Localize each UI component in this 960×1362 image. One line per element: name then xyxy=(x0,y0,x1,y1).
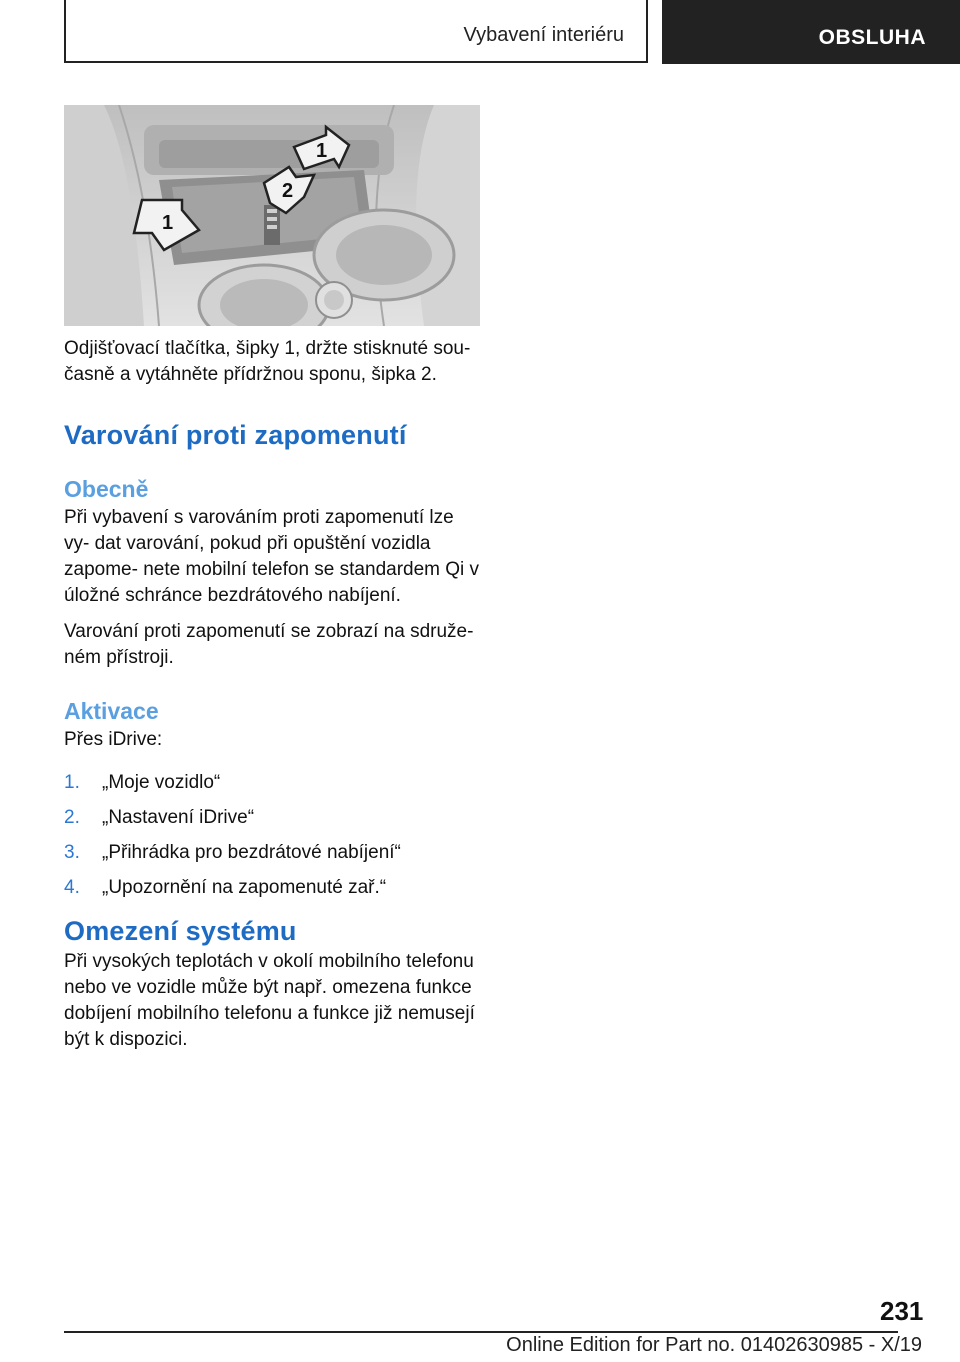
subheading-activation: Aktivace xyxy=(64,698,159,724)
list-item xyxy=(64,805,484,831)
heading-forget-warning: Varování proti zapomenutí xyxy=(64,420,407,450)
step-text: „Upozornění na zapomenuté zař.“ xyxy=(102,877,387,898)
chapter-tab-label: OBSLUHA xyxy=(818,26,926,49)
step-number: 4. xyxy=(64,877,80,898)
list-item xyxy=(64,875,484,901)
step-number: 2. xyxy=(64,807,80,828)
list-item xyxy=(64,770,484,796)
section-title: Vybavení interiéru xyxy=(463,24,624,46)
chapter-tab xyxy=(662,0,960,64)
figure-caption: Odjišťovací tlačítka, šipky 1, držte stisknuté sou‐ časně a vytáhněte přídržnou sponu, šipka 2. xyxy=(64,338,471,385)
step-text: „Nastavení iDrive“ xyxy=(102,807,255,828)
page-number: 231 xyxy=(880,1296,924,1326)
header-section-box xyxy=(64,0,648,63)
footer-divider xyxy=(64,1331,898,1333)
arrow-label-1-right: 1 xyxy=(316,140,328,162)
footer-edition: Online Edition for Part no. 01402630985 - X/19 xyxy=(506,1334,922,1356)
arrow-label-2: 2 xyxy=(282,180,294,202)
step-text: „Moje vozidlo“ xyxy=(102,772,221,793)
general-paragraph-2: Varování proti zapomenutí se zobrazí na sdruže‐ ném přístroji. xyxy=(64,621,474,668)
step-number: 1. xyxy=(64,772,80,793)
activation-intro: Přes iDrive: xyxy=(64,729,163,750)
heading-system-limits: Omezení systému xyxy=(64,916,297,946)
limits-paragraph: Při vysokých teplotách v okolí mobilního telefonu nebo ve vozidle může být např. omezena funkce dobíjení mobilního telefonu a funkce již nemusejí být k dispozici. xyxy=(64,951,475,1050)
subheading-general: Obecně xyxy=(64,476,149,502)
main-content xyxy=(64,336,484,1053)
list-item xyxy=(64,840,484,866)
illustration-wireless-charging-tray xyxy=(64,105,480,326)
step-text: „Přihrádka pro bezdrátové nabíjení“ xyxy=(102,842,401,863)
activation-steps xyxy=(64,770,484,901)
tray-illustration-svg xyxy=(64,105,480,326)
general-paragraph-1: Při vybavení s varováním proti zapomenutí lze vy‐ dat varování, pokud při opuštění vozidla zapome‐ nete mobilní telefon se standardem Qi v úložné schránce bezdrátového nabíjení. xyxy=(64,507,480,606)
arrow-label-1-left: 1 xyxy=(162,212,174,234)
step-number: 3. xyxy=(64,842,80,863)
